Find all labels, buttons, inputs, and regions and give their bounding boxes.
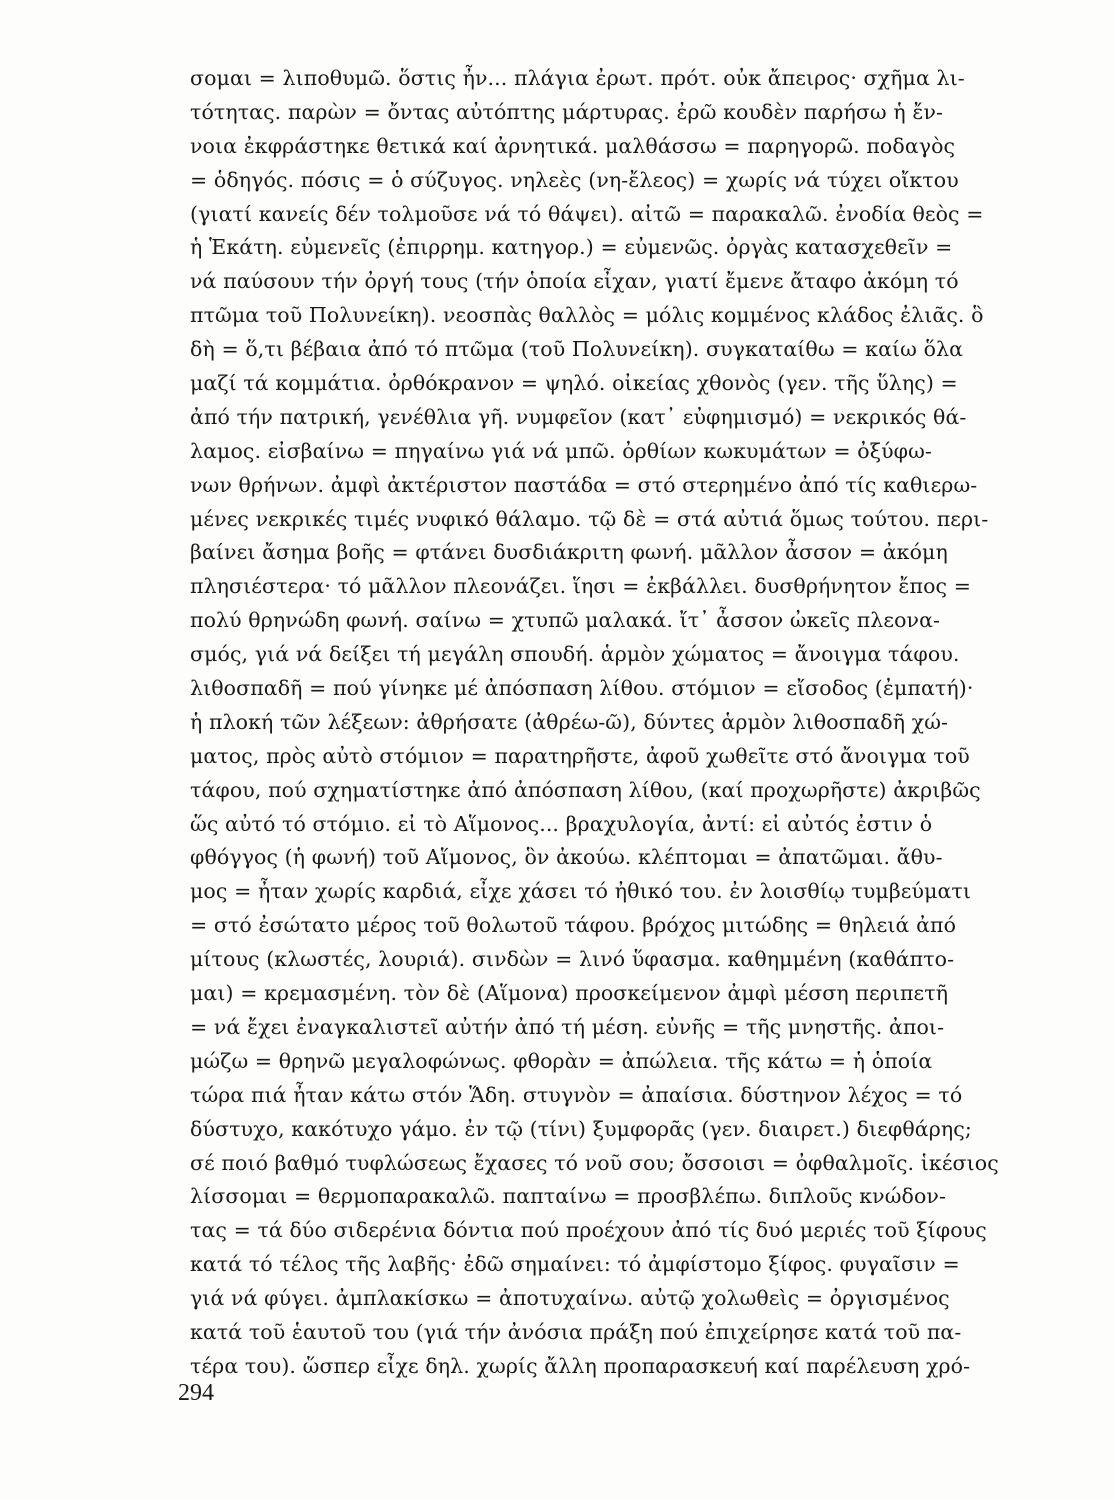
text-line: κατά τοῦ ἑαυτοῦ του (γιά τήν ἀνόσια πράξη πού ἐπιχείρησε κατά τοῦ πα- (190, 1319, 962, 1344)
text-line: μίτους (κλωστές, λουριά). σινδὼν = λινό ὕφασμα. καθημμένη (καθάπτο- (190, 947, 955, 972)
text-line: τας = τά δύο σιδερένια δόντια πού προέχουν ἀπό τίς δυό μεριές τοῦ ξίφους (190, 1218, 987, 1243)
text-line: δὴ = ὅ,τι βέβαια ἀπό τό πτῶμα (τοῦ Πολυνείκη). συγκαταίθω = καίω ὅλα (190, 337, 964, 362)
text-line: τώρα πιά ἦταν κάτω στόν Ἅδη. στυγνὸν = ἀπαίσια. δύστηνον λέχος = τό (190, 1082, 963, 1107)
text-line: πτῶμα τοῦ Πολυνείκη). νεοσπὰς θαλλὸς = μόλις κομμένος κλάδος ἐλιᾶς. ὃ (190, 303, 984, 328)
text-line: μένες νεκρικές τιμές νυφικό θάλαμο. τῷ δὲ = στά αὐτιά ὅμως τούτου. περι- (190, 506, 989, 531)
text-line: νων θρήνων. ἀμφὶ ἀκτέριστον παστάδα = στό στερημένο ἀπό τίς καθιερω- (190, 472, 978, 497)
page-number: 294 (178, 1380, 214, 1406)
text-line: δύστυχο, κακότυχο γάμο. ἐν τῷ (τίνι) ξυμφορᾶς (γεν. διαιρετ.) διεφθάρης; (190, 1116, 972, 1141)
text-line: μαζί τά κομμάτια. ὀρθόκρανον = ψηλό. οἰκείας χθονὸς (γεν. τῆς ὕλης) = (190, 371, 958, 396)
text-line: (γιατί κανείς δέν τολμοῦσε νά τό θάψει). αἰτῶ = παρακαλῶ. ἐνοδία θεὸς = (190, 201, 984, 226)
text-line: λιθοσπαδῆ = πού γίνηκε μέ ἀπόσπαση λίθου. στόμιον = εἴσοδος (ἐμπατή)· (190, 676, 974, 701)
text-line: βαίνει ἄσημα βοῆς = φτάνει δυσδιάκριτη φωνή. μᾶλλον ἆσσον = ἀκόμη (190, 540, 948, 565)
text-line: νοια ἐκφράστηκε θετικά καί ἀρνητικά. μαλθάσσω = παρηγορῶ. ποδαγὸς (190, 133, 956, 158)
text-line: = στό ἐσώτατο μέρος τοῦ θολωτοῦ τάφου. βρόχος μιτώδης = θηλειά ἀπό (190, 913, 957, 938)
text-line: κατά τό τέλος τῆς λαβῆς· ἐδῶ σημαίνει: τό ἀμφίστομο ξίφος. φυγαῖσιν = (190, 1252, 960, 1277)
text-line: μώζω = θρηνῶ μεγαλοφώνως. φθορὰν = ἀπώλεια. τῆς κάτω = ἡ ὁποία (190, 1048, 933, 1073)
text-line: φθόγγος (ἡ φωνή) τοῦ Αἵμονος, ὃν ἀκούω. κλέπτομαι = ἀπατῶμαι. ἄθυ- (190, 845, 943, 870)
text-line: νά παύσουν τήν ὀργή τους (τήν ὁποία εἶχαν, γιατί ἔμενε ἄταφο ἀκόμη τό (190, 269, 959, 294)
text-line: = ὁδηγός. πόσις = ὁ σύζυγος. νηλεὲς (νη-ἔλεος) = χωρίς νά τύχει οἴκτου (190, 167, 959, 192)
text-line: τάφου, πού σχηματίστηκε ἀπό ἀπόσπαση λίθου, (καί προχωρῆστε) ἀκριβῶς (190, 777, 981, 802)
commentary-text (190, 62, 1050, 1384)
text-line: τέρα του). ὥσπερ εἶχε δηλ. χωρίς ἄλλη προπαρασκευή καί παρέλευση χρό- (190, 1353, 971, 1378)
text-line: ἡ πλοκή τῶν λέξεων: ἀθρήσατε (ἀθρέω-ῶ), δύντες ἁρμὸν λιθοσπαδῆ χώ- (190, 709, 949, 734)
text-line: ματος, πρὸς αὐτὸ στόμιον = παρατηρῆστε, ἀφοῦ χωθεῖτε στό ἄνοιγμα τοῦ (190, 743, 970, 768)
text-line: λαμος. εἰσβαίνω = πηγαίνω γιά νά μπῶ. ὀρθίων κωκυμάτων = ὀξύφω- (190, 438, 932, 463)
text-line: τότητας. παρὼν = ὄντας αὐτόπτης μάρτυρας. ἐρῶ κουδὲν παρήσω ἡ ἔν- (190, 99, 944, 124)
text-line: μαι) = κρεμασμένη. τὸν δὲ (Αἵμονα) προσκείμενον ἀμφὶ μέσση περιπετῆ (190, 981, 949, 1006)
text-line: σμός, γιά νά δείξει τή μεγάλη σπουδή. ἁρμὸν χώματος = ἄνοιγμα τάφου. (190, 642, 960, 667)
text-line: μος = ἦταν χωρίς καρδιά, εἶχε χάσει τό ἠθικό του. ἐν λοισθίῳ τυμβεύματι (190, 879, 972, 904)
text-line: πλησιέστερα· τό μᾶλλον πλεονάζει. ἵησι = ἐκβάλλει. δυσθρήνητον ἔπος = (190, 574, 972, 599)
text-line: γιά νά φύγει. ἀμπλακίσκω = ἀποτυχαίνω. αὐτῷ χολωθεὶς = ὀργισμένος (190, 1286, 950, 1311)
text-line: σέ ποιό βαθμό τυφλώσεως ἔχασες τό νοῦ σου; ὄσσοισι = ὀφθαλμοῖς. ἱκέσιος (190, 1150, 999, 1175)
text-line: ἀπό τήν πατρική, γενέθλια γῆ. νυμφεῖον (κατ᾽ εὐφημισμό) = νεκρικός θά- (190, 404, 967, 429)
text-line: πολύ θρηνώδη φωνή. σαίνω = χτυπῶ μαλακά. ἴτ᾽ ἆσσον ὠκεῖς πλεονα- (190, 608, 941, 633)
text-line: ἡ Ἑκάτη. εὐμενεῖς (ἐπιρρημ. κατηγορ.) = εὐμενῶς. ὀργὰς κατασχεθεῖν = (190, 235, 953, 260)
text-line: σομαι = λιποθυμῶ. ὅστις ἦν... πλάγια ἐρωτ. πρότ. οὐκ ἄπειρος· σχῆμα λι- (190, 66, 965, 90)
text-line: λίσσομαι = θερμοπαρακαλῶ. παπταίνω = προσβλέπω. διπλοῦς κνώδον- (190, 1184, 947, 1209)
text-line: ὥς αὐτό τό στόμιο. εἰ τὸ Αἵμονος... βραχυλογία, ἀντί: εἰ αὐτός ἐστιν ὁ (190, 811, 933, 836)
text-line: = νά ἔχει ἐναγκαλιστεῖ αὐτήν ἀπό τή μέση. εὐνῆς = τῆς μνηστῆς. ἀποι- (190, 1014, 945, 1039)
